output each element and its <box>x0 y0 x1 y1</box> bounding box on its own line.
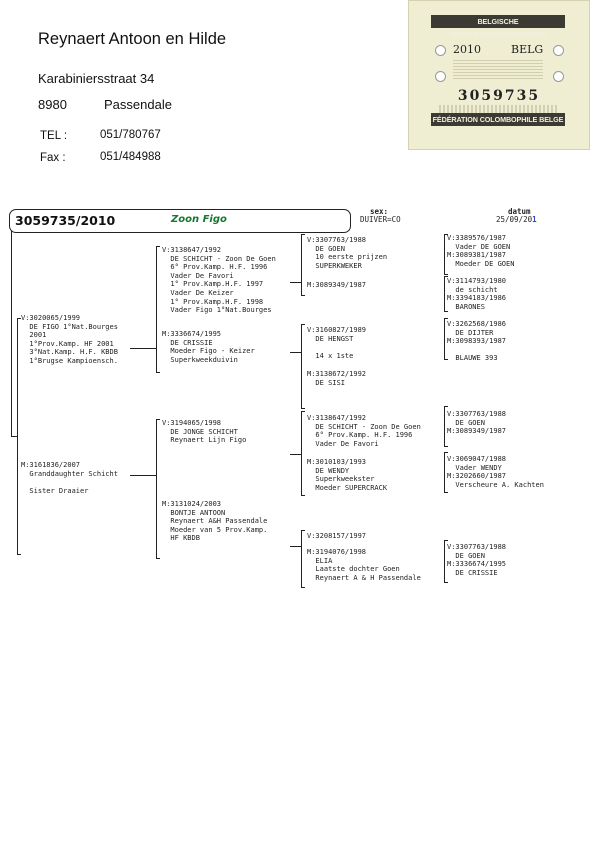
tel-label: TEL : <box>40 130 68 142</box>
stamp-year: 2010 <box>453 43 481 56</box>
date-handwritten-digit: 1 <box>532 215 537 224</box>
stamp-country: BELG <box>511 43 544 56</box>
pigeon-ring-number: 3059735/2010 <box>15 213 116 228</box>
federation-stamp <box>408 0 590 150</box>
stamp-hole <box>435 45 446 56</box>
owner-street: Karabiniersstraat 34 <box>38 71 155 86</box>
ggg-entry-4: V:3307763/1988 DE GOEN M:3089349/1987 <box>447 410 507 436</box>
stamp-hole <box>553 45 564 56</box>
sex-label: sex: <box>370 207 389 216</box>
paternal-grandfather-entry: V:3138647/1992 DE SCHICHT - Zoon De Goen 6° Prov.Kamp. H.F. 1996 Vader De Favori 1° Prov.Kamp.H.F. 1997 Vader De Keizer 1° Prov.Kamp.H.F. 1998 Vader Figo 1°Nat.Bourges <box>162 246 276 315</box>
gg-entry-8: M:3194076/1998 ELIA Laatste dochter Goen Reynaert A & H Passendale <box>307 548 421 582</box>
owner-postcode: 8980 <box>38 97 67 112</box>
gg-entry-5: V:3138647/1992 DE SCHICHT - Zoon De Goen 6° Prov.Kamp. H.F. 1996 Vader De Favori <box>307 414 421 448</box>
owner-name: Reynaert Antoon en Hilde <box>38 30 227 48</box>
gg-entry-3: V:3160827/1989 DE HENGST 14 x 1ste <box>307 326 367 360</box>
stamp-hole <box>435 71 446 82</box>
ggg-entry-2: V:3114793/1980 de schicht M:3394183/1986 BARONES <box>447 277 507 311</box>
fax-label: Fax : <box>40 152 66 164</box>
gg-entry-6: M:3010103/1993 DE WENDY Superkweekster Moeder SUPERCRACK <box>307 458 388 492</box>
father-entry: V:3020065/1999 DE FIGO 1°Nat.Bourges 2001 1°Prov.Kamp. HF 2001 3°Nat.Kamp. H.F. KBDB 1°Brugse Kampioensch. <box>21 314 118 365</box>
stamp-bottom-text: FÉDÉRATION COLOMBOPHILE BELGE <box>432 115 564 124</box>
stamp-top-text: BELGISCHE DUIVENLIEFHEBBERSBOND <box>431 15 565 28</box>
date-label: datum <box>508 207 531 216</box>
date-text: 25/09/20 <box>496 215 533 224</box>
maternal-grandfather-entry: V:3194065/1998 DE JONGE SCHICHT Reynaert Lijn Figo <box>162 419 247 445</box>
ggg-entry-3: V:3262568/1986 DE DIJTER M:3098393/1987 BLAUWE 393 <box>447 320 507 363</box>
ggg-entry-6: V:3307763/1988 DE GOEN M:3336674/1995 DE CRISSIE <box>447 543 507 577</box>
stamp-hole <box>553 71 564 82</box>
gg-entry-4: M:3138672/1992 DE SISI <box>307 370 367 387</box>
paternal-grandmother-entry: M:3336674/1995 DE CRISSIE Moeder Figo - Keizer Superkweekduivin <box>162 330 255 364</box>
pigeon-name: Zoon Figo <box>171 214 227 225</box>
tel-value: 051/780767 <box>100 129 161 141</box>
ggg-entry-1: V:3389576/1987 Vader DE GOEN M:3089381/1987 Moeder DE GOEN <box>447 234 515 268</box>
stamp-number: 3059735 <box>457 88 541 104</box>
fax-value: 051/484988 <box>100 151 161 163</box>
mother-entry: M:3161836/2007 Granddaughter Schicht Sister Draaier <box>21 461 118 495</box>
ggg-entry-5: V:3069047/1988 Vader WENDY M:3202660/1987 Verscheure A. Kachten <box>447 455 544 489</box>
gg-entry-7: V:3208157/1997 <box>307 532 367 540</box>
stamp-fine-print <box>453 59 543 79</box>
maternal-grandmother-entry: M:3131024/2003 BONTJE ANTOON Reynaert A&H Passendale Moeder van 5 Prov.Kamp. HF KBDB <box>162 500 268 543</box>
gg-entry-2: M:3089349/1987 <box>307 281 367 289</box>
gg-entry-1: V:3307763/1988 DE GOEN 10 eerste prijzen SUPERKWEKER <box>307 236 388 270</box>
owner-city: Passendale <box>104 97 172 112</box>
sex-value: DUIVER=CO <box>360 215 401 224</box>
date-value <box>496 215 537 224</box>
